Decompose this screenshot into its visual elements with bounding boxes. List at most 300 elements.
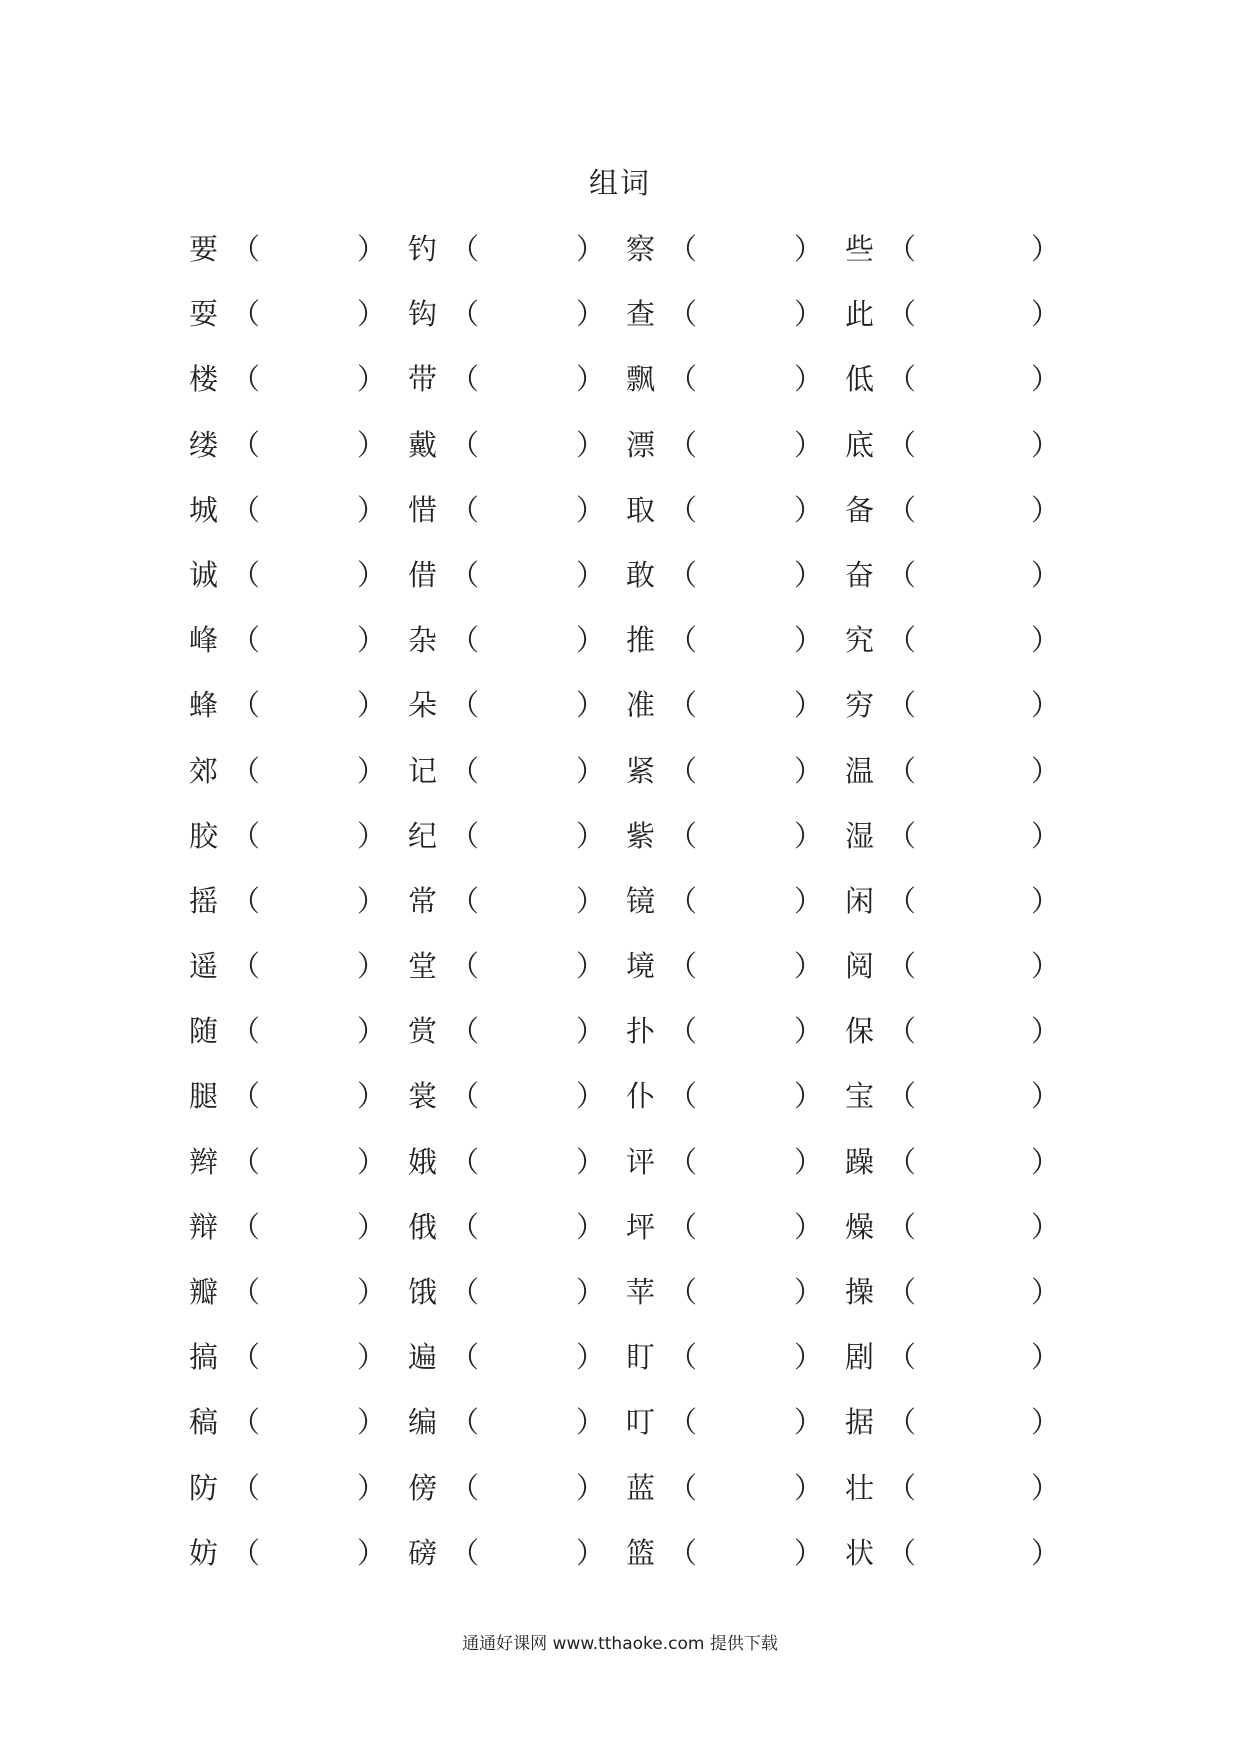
answer-blank[interactable] [696, 751, 788, 791]
answer-blank[interactable] [478, 1337, 570, 1377]
word-item [408, 683, 618, 727]
word-item [189, 357, 399, 401]
answer-blank[interactable] [915, 1076, 1025, 1116]
word-item [408, 1531, 618, 1575]
open-paren: （ [887, 688, 917, 723]
word-row [189, 879, 1069, 944]
answer-blank[interactable] [478, 359, 570, 399]
character: 妨 [189, 1535, 219, 1570]
character: 取 [626, 492, 656, 527]
character: 堂 [408, 949, 438, 984]
open-paren: （ [450, 427, 480, 462]
word-item [408, 227, 618, 271]
close-paren: ） [576, 818, 606, 853]
close-paren: ） [357, 1144, 387, 1179]
word-item [189, 618, 399, 662]
close-paren: ） [1031, 1275, 1061, 1309]
word-item [189, 879, 399, 923]
character: 蜂 [189, 688, 219, 723]
word-item [189, 553, 399, 597]
answer-blank[interactable] [259, 1207, 351, 1247]
answer-blank[interactable] [478, 1207, 570, 1247]
open-paren: （ [450, 949, 480, 984]
close-paren: ） [1031, 949, 1061, 984]
character: 借 [408, 557, 438, 592]
close-paren: ） [1031, 1144, 1061, 1179]
answer-blank[interactable] [696, 1207, 788, 1247]
close-paren: ） [576, 232, 606, 266]
answer-blank[interactable] [259, 620, 351, 660]
answer-blank[interactable] [478, 1076, 570, 1116]
open-paren: （ [231, 427, 261, 462]
open-paren: （ [231, 1535, 261, 1570]
answer-blank[interactable] [696, 1142, 788, 1182]
character: 要 [189, 232, 219, 266]
word-item [408, 814, 618, 858]
close-paren: ） [576, 1014, 606, 1049]
close-paren: ） [357, 232, 387, 266]
character: 编 [408, 1405, 438, 1440]
answer-blank[interactable] [915, 1272, 1025, 1312]
answer-blank[interactable] [696, 555, 788, 595]
close-paren: ） [794, 949, 824, 984]
answer-blank[interactable] [259, 816, 351, 856]
answer-blank[interactable] [259, 1011, 351, 1051]
answer-blank[interactable] [259, 294, 351, 334]
open-paren: （ [231, 492, 261, 527]
answer-blank[interactable] [915, 1533, 1025, 1573]
word-item [845, 1009, 1061, 1053]
answer-blank[interactable] [259, 946, 351, 986]
open-paren: （ [231, 688, 261, 723]
character: 随 [189, 1014, 219, 1049]
close-paren: ） [357, 1340, 387, 1375]
word-item [626, 749, 836, 793]
open-paren: （ [231, 1405, 261, 1440]
open-paren: （ [450, 818, 480, 853]
word-row [189, 357, 1069, 422]
close-paren: ） [794, 557, 824, 592]
answer-blank[interactable] [915, 881, 1025, 921]
close-paren: ） [357, 1405, 387, 1440]
word-item [626, 683, 836, 727]
open-paren: （ [887, 492, 917, 527]
close-paren: ） [357, 492, 387, 527]
close-paren: ） [1031, 427, 1061, 462]
word-item [845, 1140, 1061, 1184]
character: 境 [626, 949, 656, 984]
answer-blank[interactable] [915, 294, 1025, 334]
character: 惜 [408, 492, 438, 527]
answer-blank[interactable] [696, 425, 788, 465]
answer-blank[interactable] [915, 1207, 1025, 1247]
open-paren: （ [450, 362, 480, 397]
open-paren: （ [887, 427, 917, 462]
word-item [189, 683, 399, 727]
character: 俄 [408, 1209, 438, 1244]
word-item [626, 423, 836, 467]
close-paren: ） [576, 753, 606, 788]
word-item [626, 357, 836, 401]
word-item [189, 1400, 399, 1444]
open-paren: （ [887, 1144, 917, 1179]
word-item [845, 1466, 1061, 1510]
word-item [626, 944, 836, 988]
word-item [408, 1074, 618, 1118]
word-item [189, 227, 399, 271]
character: 闲 [845, 883, 875, 918]
answer-blank[interactable] [696, 1468, 788, 1508]
word-item [626, 292, 836, 336]
character: 状 [845, 1535, 875, 1570]
answer-blank[interactable] [915, 1337, 1025, 1377]
answer-blank[interactable] [478, 620, 570, 660]
open-paren: （ [887, 297, 917, 332]
word-item [408, 1466, 618, 1510]
character: 燥 [845, 1209, 875, 1244]
close-paren: ） [794, 1079, 824, 1114]
open-paren: （ [887, 1079, 917, 1114]
close-paren: ） [576, 1275, 606, 1309]
open-paren: （ [887, 1014, 917, 1049]
answer-blank[interactable] [696, 490, 788, 530]
answer-blank[interactable] [696, 294, 788, 334]
word-item [626, 553, 836, 597]
word-row [189, 1335, 1069, 1400]
word-row [189, 227, 1069, 292]
character: 准 [626, 688, 656, 723]
open-paren: （ [450, 1144, 480, 1179]
open-paren: （ [231, 1275, 261, 1309]
character: 带 [408, 362, 438, 397]
word-item [626, 1335, 836, 1379]
answer-blank[interactable] [259, 555, 351, 595]
character: 耍 [189, 297, 219, 332]
word-row [189, 553, 1069, 618]
close-paren: ） [1031, 1340, 1061, 1375]
character: 推 [626, 623, 656, 658]
close-paren: ） [576, 883, 606, 918]
word-item [626, 814, 836, 858]
close-paren: ） [794, 1275, 824, 1309]
word-item [845, 1270, 1061, 1314]
open-paren: （ [668, 818, 698, 853]
close-paren: ） [576, 949, 606, 984]
answer-blank[interactable] [259, 1533, 351, 1573]
answer-blank[interactable] [478, 1011, 570, 1051]
word-item [408, 1140, 618, 1184]
word-item [189, 292, 399, 336]
answer-blank[interactable] [478, 685, 570, 725]
close-paren: ） [1031, 753, 1061, 788]
character: 些 [845, 232, 875, 266]
open-paren: （ [231, 753, 261, 788]
open-paren: （ [231, 949, 261, 984]
close-paren: ） [1031, 1470, 1061, 1505]
close-paren: ） [1031, 492, 1061, 527]
answer-blank[interactable] [915, 555, 1025, 595]
word-item [845, 1400, 1061, 1444]
answer-blank[interactable] [259, 881, 351, 921]
word-item [408, 1400, 618, 1444]
character: 楼 [189, 362, 219, 397]
open-paren: （ [668, 1014, 698, 1049]
open-paren: （ [668, 297, 698, 332]
answer-blank[interactable] [259, 1272, 351, 1312]
word-item [626, 1466, 836, 1510]
open-paren: （ [450, 1340, 480, 1375]
character: 辩 [189, 1209, 219, 1244]
answer-blank[interactable] [915, 229, 1025, 269]
word-item [626, 1400, 836, 1444]
answer-blank[interactable] [696, 1402, 788, 1442]
answer-blank[interactable] [478, 1402, 570, 1442]
character: 阅 [845, 949, 875, 984]
word-item [845, 618, 1061, 662]
answer-blank[interactable] [696, 685, 788, 725]
open-paren: （ [450, 1275, 480, 1309]
character: 娥 [408, 1144, 438, 1179]
character: 究 [845, 623, 875, 658]
answer-blank[interactable] [915, 1011, 1025, 1051]
character: 辫 [189, 1144, 219, 1179]
open-paren: （ [450, 557, 480, 592]
open-paren: （ [887, 818, 917, 853]
answer-blank[interactable] [696, 1533, 788, 1573]
answer-blank[interactable] [696, 1011, 788, 1051]
close-paren: ） [794, 753, 824, 788]
word-item [845, 553, 1061, 597]
character: 裳 [408, 1079, 438, 1114]
character: 壮 [845, 1470, 875, 1505]
close-paren: ） [794, 1209, 824, 1244]
word-item [626, 227, 836, 271]
character: 躁 [845, 1144, 875, 1179]
close-paren: ） [576, 362, 606, 397]
word-item [845, 683, 1061, 727]
close-paren: ） [794, 1470, 824, 1505]
answer-blank[interactable] [696, 229, 788, 269]
open-paren: （ [450, 232, 480, 266]
close-paren: ） [794, 818, 824, 853]
open-paren: （ [231, 1470, 261, 1505]
character: 漂 [626, 427, 656, 462]
word-item [626, 1140, 836, 1184]
word-item [189, 1074, 399, 1118]
close-paren: ） [1031, 1535, 1061, 1570]
word-item [626, 1270, 836, 1314]
character: 记 [408, 753, 438, 788]
answer-blank[interactable] [259, 685, 351, 725]
character: 剧 [845, 1340, 875, 1375]
character: 据 [845, 1405, 875, 1440]
word-item [189, 1531, 399, 1575]
open-paren: （ [231, 1014, 261, 1049]
open-paren: （ [450, 753, 480, 788]
answer-blank[interactable] [915, 816, 1025, 856]
answer-blank[interactable] [696, 881, 788, 921]
answer-blank[interactable] [915, 620, 1025, 660]
character: 饿 [408, 1275, 438, 1309]
character: 敢 [626, 557, 656, 592]
open-paren: （ [450, 1014, 480, 1049]
word-item [626, 879, 836, 923]
open-paren: （ [668, 1470, 698, 1505]
character: 此 [845, 297, 875, 332]
word-item [408, 944, 618, 988]
answer-blank[interactable] [478, 555, 570, 595]
open-paren: （ [668, 1535, 698, 1570]
word-item [626, 618, 836, 662]
character: 备 [845, 492, 875, 527]
open-paren: （ [231, 557, 261, 592]
answer-blank[interactable] [915, 946, 1025, 986]
word-item [845, 944, 1061, 988]
open-paren: （ [887, 362, 917, 397]
answer-blank[interactable] [696, 1272, 788, 1312]
word-item [189, 1335, 399, 1379]
answer-blank[interactable] [915, 425, 1025, 465]
character: 杂 [408, 623, 438, 658]
word-item [845, 749, 1061, 793]
answer-blank[interactable] [259, 1337, 351, 1377]
character: 飘 [626, 362, 656, 397]
open-paren: （ [668, 1079, 698, 1114]
word-item [189, 749, 399, 793]
answer-blank[interactable] [478, 1533, 570, 1573]
answer-blank[interactable] [259, 1076, 351, 1116]
word-item [845, 1205, 1061, 1249]
answer-blank[interactable] [259, 229, 351, 269]
answer-blank[interactable] [696, 359, 788, 399]
answer-blank[interactable] [478, 294, 570, 334]
answer-blank[interactable] [696, 1337, 788, 1377]
word-row [189, 1270, 1069, 1335]
close-paren: ） [576, 1079, 606, 1114]
character: 操 [845, 1275, 875, 1309]
answer-blank[interactable] [259, 1468, 351, 1508]
word-item [626, 1074, 836, 1118]
word-row [189, 618, 1069, 683]
answer-blank[interactable] [696, 1076, 788, 1116]
answer-blank[interactable] [478, 881, 570, 921]
close-paren: ） [576, 492, 606, 527]
close-paren: ） [1031, 623, 1061, 658]
character: 傍 [408, 1470, 438, 1505]
word-row [189, 1074, 1069, 1139]
word-item [845, 814, 1061, 858]
word-item [845, 488, 1061, 532]
answer-blank[interactable] [478, 946, 570, 986]
answer-blank[interactable] [478, 490, 570, 530]
answer-blank[interactable] [915, 1468, 1025, 1508]
character: 温 [845, 753, 875, 788]
open-paren: （ [668, 1144, 698, 1179]
answer-blank[interactable] [478, 751, 570, 791]
answer-blank[interactable] [259, 1402, 351, 1442]
character: 篮 [626, 1535, 656, 1570]
close-paren: ） [1031, 688, 1061, 723]
word-item [626, 1205, 836, 1249]
answer-blank[interactable] [259, 1142, 351, 1182]
answer-blank[interactable] [915, 359, 1025, 399]
word-item [408, 292, 618, 336]
word-item [189, 1140, 399, 1184]
answer-blank[interactable] [259, 751, 351, 791]
answer-blank[interactable] [259, 359, 351, 399]
character: 防 [189, 1470, 219, 1505]
open-paren: （ [887, 1275, 917, 1309]
answer-blank[interactable] [915, 1402, 1025, 1442]
answer-blank[interactable] [478, 816, 570, 856]
close-paren: ） [794, 1014, 824, 1049]
word-item [845, 1335, 1061, 1379]
word-item [408, 1009, 618, 1053]
word-row [189, 944, 1069, 1009]
close-paren: ） [576, 557, 606, 592]
word-item [845, 227, 1061, 271]
answer-blank[interactable] [696, 946, 788, 986]
character: 腿 [189, 1079, 219, 1114]
answer-blank[interactable] [915, 685, 1025, 725]
answer-blank[interactable] [478, 1468, 570, 1508]
open-paren: （ [450, 1535, 480, 1570]
open-paren: （ [887, 949, 917, 984]
answer-blank[interactable] [259, 425, 351, 465]
word-item [845, 423, 1061, 467]
open-paren: （ [450, 1209, 480, 1244]
open-paren: （ [887, 1535, 917, 1570]
open-paren: （ [887, 1405, 917, 1440]
word-item [189, 423, 399, 467]
answer-blank[interactable] [478, 1142, 570, 1182]
character: 穷 [845, 688, 875, 723]
open-paren: （ [668, 1275, 698, 1309]
open-paren: （ [887, 623, 917, 658]
close-paren: ） [576, 1535, 606, 1570]
word-row [189, 423, 1069, 488]
character: 宝 [845, 1079, 875, 1114]
word-item [189, 944, 399, 988]
close-paren: ） [1031, 883, 1061, 918]
open-paren: （ [231, 297, 261, 332]
close-paren: ） [576, 1209, 606, 1244]
answer-blank[interactable] [915, 751, 1025, 791]
close-paren: ） [357, 1209, 387, 1244]
open-paren: （ [668, 557, 698, 592]
answer-blank[interactable] [696, 816, 788, 856]
answer-blank[interactable] [478, 229, 570, 269]
answer-blank[interactable] [696, 620, 788, 660]
close-paren: ） [357, 557, 387, 592]
character: 奋 [845, 557, 875, 592]
close-paren: ） [1031, 1209, 1061, 1244]
close-paren: ） [794, 1144, 824, 1179]
word-row [189, 292, 1069, 357]
close-paren: ） [794, 297, 824, 332]
answer-blank[interactable] [478, 425, 570, 465]
character: 赏 [408, 1014, 438, 1049]
answer-blank[interactable] [259, 490, 351, 530]
answer-blank[interactable] [915, 490, 1025, 530]
answer-blank[interactable] [915, 1142, 1025, 1182]
word-item [626, 1009, 836, 1053]
answer-blank[interactable] [478, 1272, 570, 1312]
open-paren: （ [668, 949, 698, 984]
word-item [626, 1531, 836, 1575]
open-paren: （ [668, 232, 698, 266]
close-paren: ） [794, 1405, 824, 1440]
